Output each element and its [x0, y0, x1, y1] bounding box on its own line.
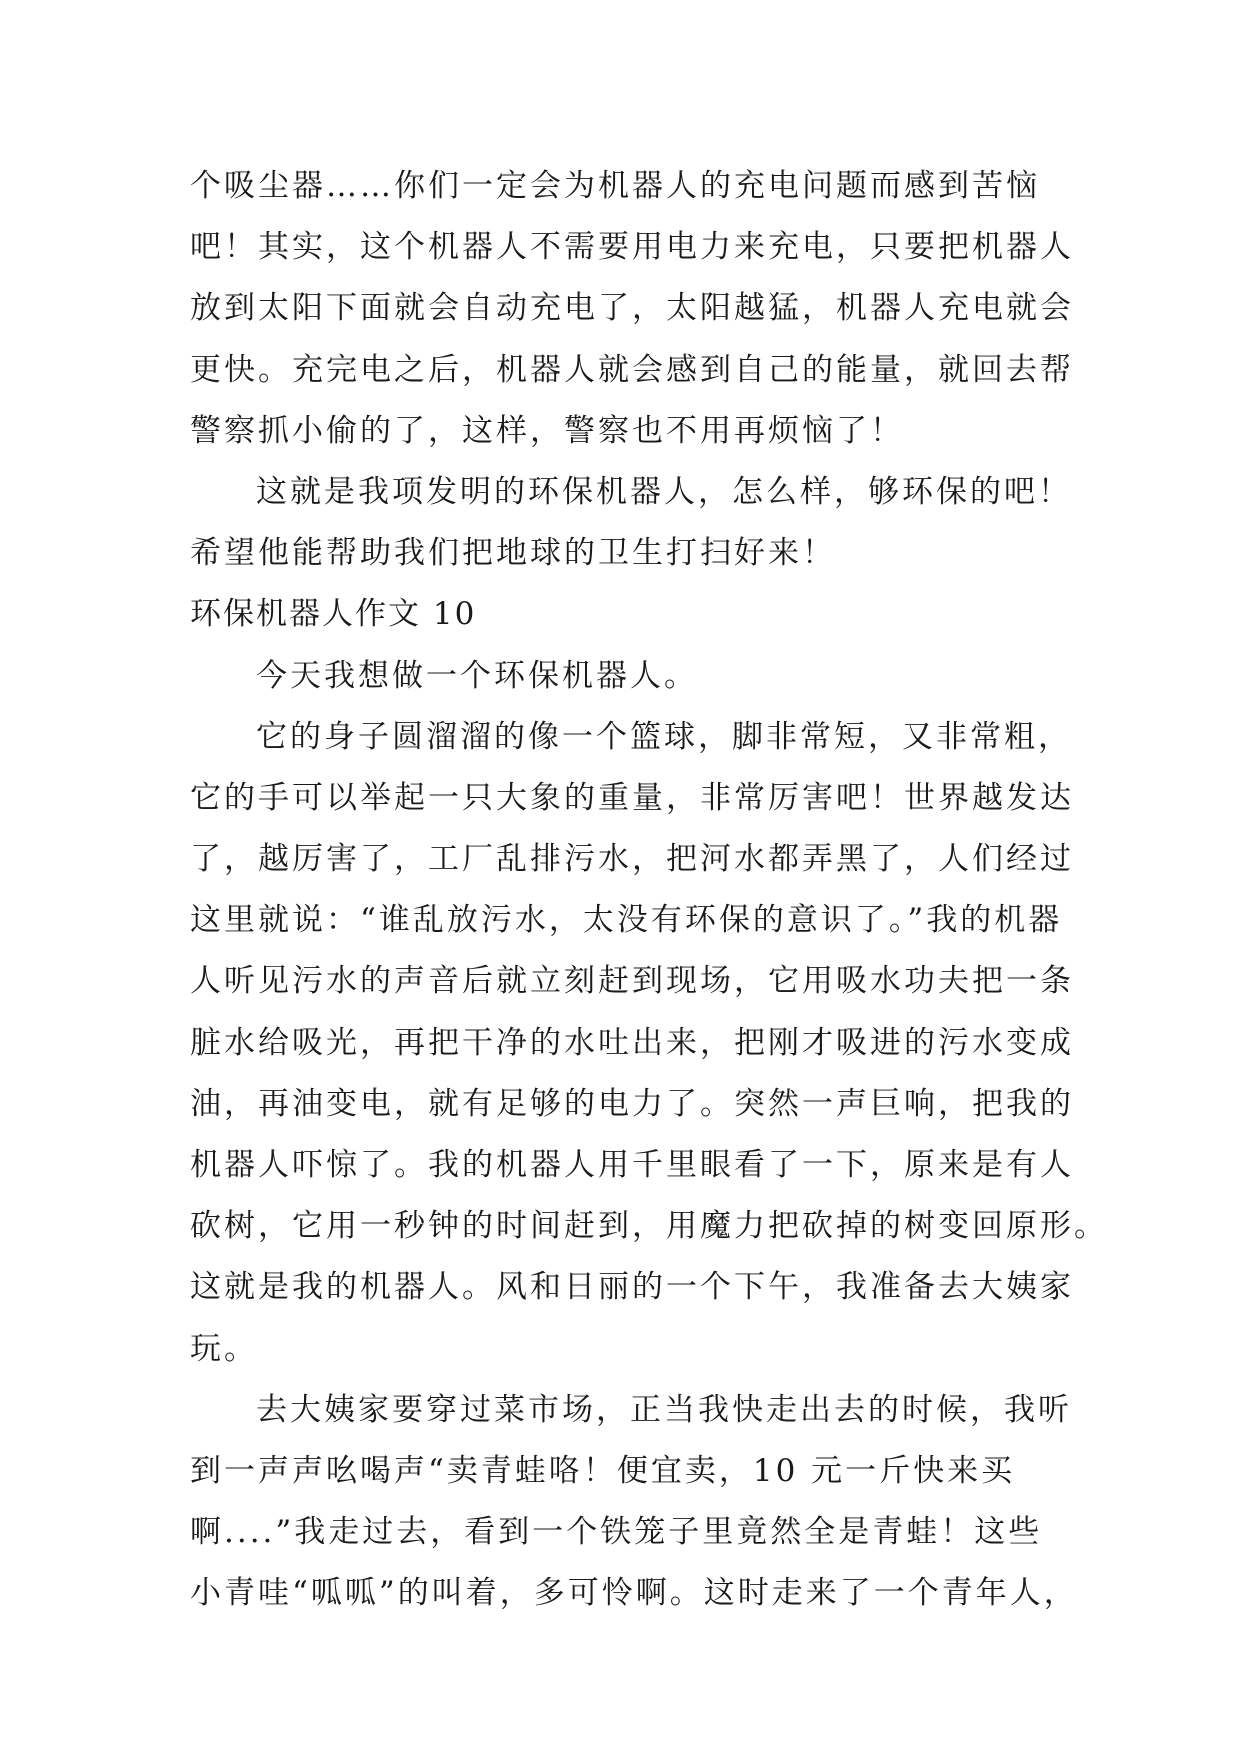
text-line: 吧！其实，这个机器人不需要用电力来充电，只要把机器人 — [190, 229, 1074, 266]
paragraph-start-line: 它的身子圆溜溜的像一个篮球，脚非常短，又非常粗， — [256, 718, 1072, 755]
text-line: 到一声声吆喝声“卖青蛙咯！便宜卖，10 元一斤快来买 — [190, 1452, 1016, 1489]
text-line: 这里就说：“谁乱放污水，太没有环保的意识了。”我的机器 — [190, 902, 1063, 939]
text-line: 小青哇“呱呱”的叫着，多可怜啊。这时走来了一个青年人， — [190, 1575, 1078, 1612]
text-line: 警察抓小偷的了，这样，警察也不用再烦恼了！ — [190, 412, 904, 449]
text-line: 这就是我的机器人。风和日丽的一个下午，我准备去大姨家 — [190, 1269, 1074, 1306]
text-line: 更快。充完电之后，机器人就会感到自己的能量，就回去帮 — [190, 351, 1074, 388]
text-line: 人听见污水的声音后就立刻赶到现场，它用吸水功夫把一条 — [190, 963, 1074, 1000]
text-line: 砍树，它用一秒钟的时间赶到，用魔力把砍掉的树变回原形。 — [190, 1208, 1108, 1245]
text-line: 了，越厉害了，工厂乱排污水，把河水都弄黑了，人们经过 — [190, 841, 1074, 878]
text-line: 它的手可以举起一只大象的重量，非常厉害吧！世界越发达 — [190, 779, 1074, 816]
text-line: 玩。 — [190, 1330, 258, 1367]
text-line: 机器人吓惊了。我的机器人用千里眼看了一下，原来是有人 — [190, 1147, 1074, 1183]
text-line: 放到太阳下面就会自动充电了，太阳越猛，机器人充电就会 — [190, 290, 1074, 327]
text-line: 个吸尘器……你们一定会为机器人的充电问题而感到苦恼 — [190, 168, 1040, 204]
paragraph-start-line: 今天我想做一个环保机器人。 — [256, 657, 698, 694]
text-line: 啊....”我走过去，看到一个铁笼子里竟然全是青蛙！这些 — [190, 1514, 1043, 1551]
text-line: 脏水给吸光，再把干净的水吐出来，把刚才吸进的污水变成 — [190, 1024, 1074, 1061]
text-line: 油，再油变电，就有足够的电力了。突然一声巨响，把我的 — [190, 1085, 1074, 1122]
text-line: 希望他能帮助我们把地球的卫生打扫好来！ — [190, 535, 836, 572]
paragraph-start-line: 这就是我项发明的环保机器人，怎么样，够环保的吧！ — [256, 473, 1072, 510]
section-heading: 环保机器人作文 10 — [190, 596, 477, 633]
paragraph-start-line: 去大姨家要穿过菜市场，正当我快走出去的时候，我听 — [256, 1391, 1072, 1428]
document-body — [190, 156, 1108, 1625]
